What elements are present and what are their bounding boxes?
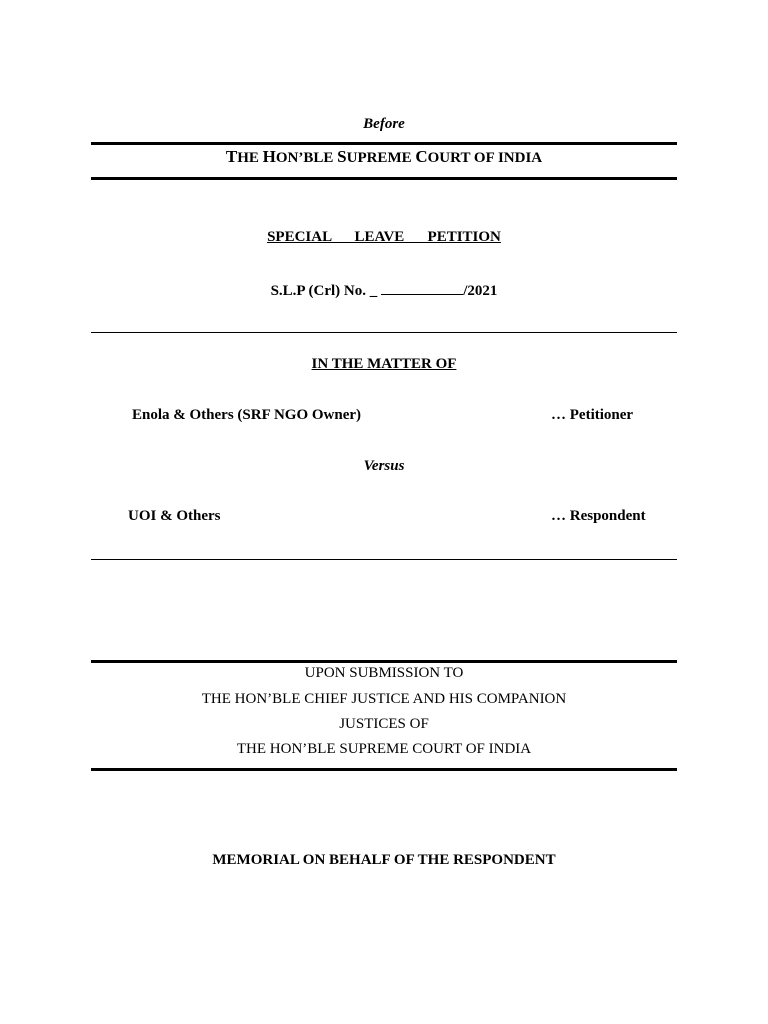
court-title-cap-3: S (337, 147, 347, 166)
submission-line-1: UPON SUBMISSION TO (304, 665, 464, 681)
petition-number-suffix: /2021 (463, 283, 498, 299)
petition-number (0, 280, 768, 300)
divider-after-matter (91, 559, 677, 560)
submission-line-4: THE HON’BLE SUPREME COURT OF INDIA (236, 741, 532, 757)
divider-before-matter (91, 332, 677, 333)
petition-heading: SPECIAL LEAVE PETITION (267, 229, 501, 245)
submission-line-2: THE HON’BLE CHIEF JUSTICE AND HIS COMPANION (201, 691, 567, 707)
top-rule (91, 142, 677, 145)
court-title-rest-3: UPREME (346, 150, 416, 166)
court-title-rest-4: OURT OF INDIA (427, 150, 543, 166)
matter-heading: IN THE MATTER OF (311, 356, 457, 372)
court-title-cap-1: T (225, 147, 238, 166)
petition-number-blank (381, 280, 463, 295)
respondent-name: UOI & Others (128, 508, 221, 524)
memorial-title: MEMORIAL ON BEHALF OF THE RESPONDENT (212, 852, 556, 868)
court-title-rest-2: ON’BLE (275, 150, 338, 166)
respondent-role: … Respondent (551, 508, 646, 524)
court-title-cap-2: H (262, 147, 276, 166)
court-title-rest-1: HE (237, 150, 263, 166)
versus-label: Versus (363, 458, 405, 474)
submission-line-3: JUSTICES OF (339, 716, 429, 732)
submission-top-rule (91, 660, 677, 663)
petitioner-name: Enola & Others (SRF NGO Owner) (132, 407, 362, 423)
court-title (0, 147, 768, 167)
submission-bottom-rule (91, 768, 677, 771)
court-title-rule (91, 177, 677, 180)
petition-number-prefix: S.L.P (Crl) No. _ (270, 283, 378, 299)
petitioner-role: … Petitioner (551, 407, 634, 423)
court-title-cap-4: C (415, 147, 428, 166)
before-label: Before (363, 116, 405, 132)
